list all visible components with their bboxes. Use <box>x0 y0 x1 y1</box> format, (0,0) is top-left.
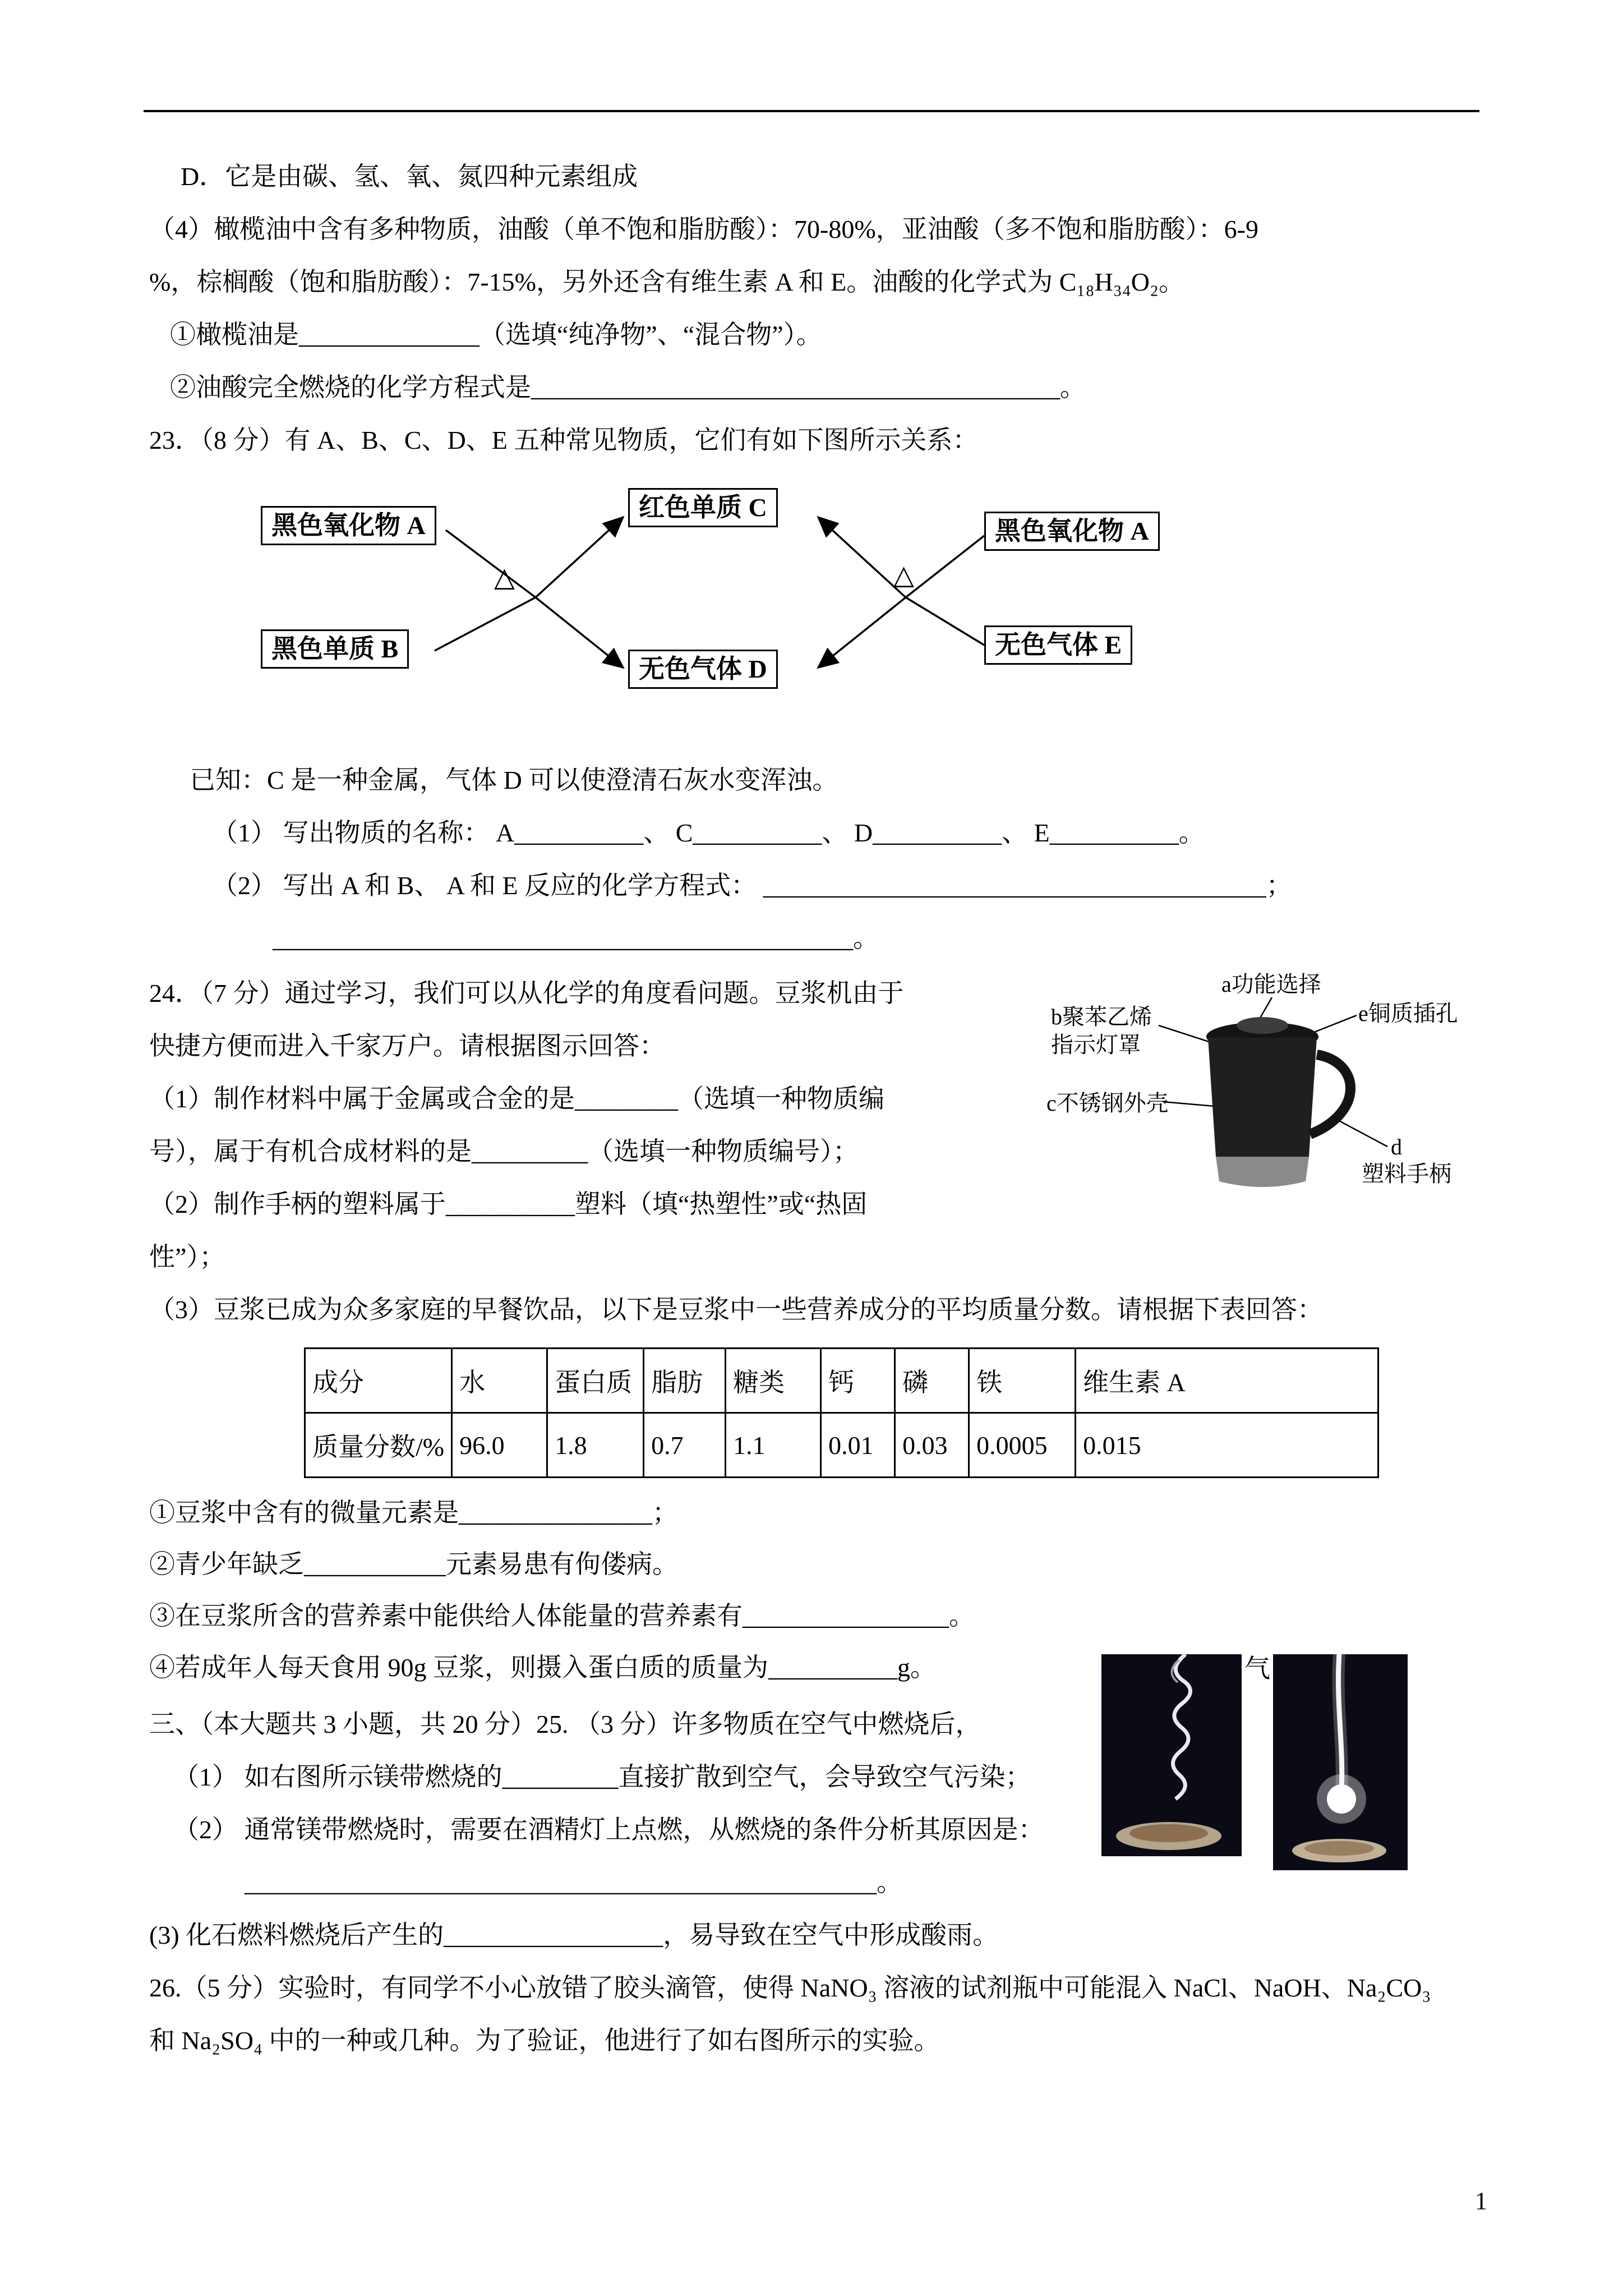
diagram-box-colorless-gas-e: 无色气体 E <box>984 625 1132 665</box>
machine-label-c: c不锈钢外壳 <box>1046 1091 1169 1116</box>
q25-sub3: (3) 化石燃料燃烧后产生的_________________，易导致在空气中形成酸雨。 <box>149 1921 999 1949</box>
diagram-box-black-element-b: 黑色单质 B <box>261 629 409 669</box>
q25-intro: 三、（本大题共 3 小题，共 20 分）25. （3 分）许多物质在空气中燃烧后， <box>149 1710 981 1738</box>
q23-relationship-diagram <box>261 482 1495 746</box>
table-cell: 1.1 <box>726 1413 821 1478</box>
page-content <box>149 150 1491 2067</box>
q24-sub1-line2: 号），属于有机合成材料的是_________（选填一种物质编号）； <box>149 1137 859 1166</box>
page-number: 1 <box>1475 2187 1487 2215</box>
q24-item-2: ②青少年缺乏___________元素易患有佝偻病。 <box>149 1550 678 1579</box>
q25-sub1: （1） 如右图所示镁带燃烧的_________直接扩散到空气，会导致空气污染； <box>173 1763 1031 1791</box>
machine-label-d-text: 塑料手柄 <box>1362 1161 1451 1186</box>
q24-sub1-line1: （1）制作材料中属于金属或合金的是________（选填一种物质编 <box>149 1084 884 1113</box>
q24-sub2-line2: 性”）； <box>149 1243 225 1271</box>
diagram-box-colorless-gas-d: 无色气体 D <box>628 650 778 689</box>
table-header-cell: 糖类 <box>726 1349 821 1413</box>
q23-diagram-arrows <box>261 482 1495 746</box>
q24-text-column <box>149 967 1041 1283</box>
header-rule <box>144 110 1479 112</box>
table-header-cell: 铁 <box>969 1349 1076 1413</box>
table-value-row <box>305 1413 1378 1478</box>
table-cell: 1.8 <box>547 1413 644 1478</box>
table-header-cell: 脂肪 <box>644 1349 726 1413</box>
diagram-box-black-oxide-a-right: 黑色氧化物 A <box>984 512 1160 551</box>
q24-item-4: ④若成年人每天食用 90g 豆浆，则摄入蛋白质的质量为__________g。 <box>149 1653 936 1682</box>
q24-sub2-line1: （2）制作手柄的塑料属于__________塑料（填“热塑性”或“热固 <box>149 1190 868 1218</box>
q25-sub2-blank: _________________________________________________。 <box>245 1868 902 1897</box>
q24-item-1: ①豆浆中含有的微量元素是_______________； <box>149 1498 678 1527</box>
machine-label-a: a功能选择 <box>1221 972 1321 997</box>
q23-sub2: （2） 写出 A 和 B、 A 和 E 反应的化学方程式： _______________________________________； <box>212 871 1292 900</box>
q22-blank-2: ②油酸完全燃烧的化学方程式是_________________________________________。 <box>170 373 1086 402</box>
q26-line1: 26.（5 分）实验时，有同学不小心放错了胶头滴管，使得 NaNO₃ 溶液的试剂瓶中可能混入 NaCl、NaOH、Na₂CO₃ <box>149 1973 1431 2002</box>
table-header-row <box>305 1349 1378 1413</box>
q26-line2: 和 Na₂SO₄ 中的一种或几种。为了验证，他进行了如右图所示的实验。 <box>149 2026 940 2055</box>
q22-option-d: D．它是由碳、氢、氧、氮四种元素组成 <box>181 162 638 191</box>
machine-label-d: d <box>1391 1134 1402 1159</box>
table-header-cell: 钙 <box>821 1349 895 1413</box>
q24-block <box>149 967 1491 1283</box>
q22-part4-line1: （4）橄榄油中含有多种物质，油酸（单不饱和脂肪酸）：70-80%，亚油酸（多不饱和脂肪酸）：6-9 <box>149 215 1258 243</box>
table-cell: 0.7 <box>644 1413 726 1478</box>
table-header-cell: 水 <box>452 1349 547 1413</box>
table-header-cell: 蛋白质 <box>547 1349 644 1413</box>
diagram-box-black-oxide-a-left: 黑色氧化物 A <box>261 506 436 545</box>
q23-intro: 23．（8 分）有 A、B、C、D、E 五种常见物质，它们有如下图所示关系： <box>149 426 979 454</box>
magnesium-burning-photos <box>1101 1654 1408 1870</box>
q24-item-3: ③在豆浆所含的营养素中能供给人体能量的营养素有________________。 <box>149 1602 975 1630</box>
table-cell: 0.03 <box>895 1413 969 1478</box>
q24-intro-line2: 快捷方便而进入千家万户。请根据图示回答： <box>149 1032 665 1060</box>
q23-sub1: （1） 写出物质的名称： A__________、 C__________、 D__________、 E__________。 <box>212 818 1205 847</box>
q22-blank-1: ①橄榄油是______________（选填“纯净物”、“混合物”）。 <box>170 320 822 349</box>
q23-known-facts: 已知：C 是一种金属，气体 D 可以使澄清石灰水变浑浊。 <box>190 766 838 794</box>
q23-sub2-continuation: _____________________________________________。 <box>273 924 879 953</box>
q25-sub2: （2） 通常镁带燃烧时，需要在酒精灯上点燃，从燃烧的条件分析其原因是： <box>173 1815 1044 1844</box>
table-header-cell: 磷 <box>895 1349 969 1413</box>
machine-label-e: e铜质插孔 <box>1358 1001 1458 1026</box>
machine-label-b-line1: b聚苯乙烯 <box>1051 1004 1152 1029</box>
q24-intro-line1: 24．（7 分）通过学习，我们可以从化学的角度看问题。豆浆机由于 <box>149 979 904 1007</box>
nutrient-table <box>304 1347 1379 1478</box>
table-cell: 96.0 <box>452 1413 547 1478</box>
table-row-label: 质量分数/% <box>305 1413 452 1478</box>
magnesium-ribbon-photo <box>1101 1654 1242 1856</box>
table-header-cell: 成分 <box>305 1349 452 1413</box>
q24-sub3: （3）豆浆已成为众多家庭的早餐饮品，以下是豆浆中一些营养成分的平均质量分数。请根据下表回答： <box>149 1295 1323 1324</box>
q22-part4-line2: %，棕榈酸（饱和脂肪酸）：7-15%，另外还含有维生素 A 和 E。油酸的化学式为 C₁₈H₃₄O₂。 <box>149 268 1185 296</box>
delta-heat-symbol-left: △ <box>494 563 515 592</box>
magnesium-flame-photo <box>1273 1654 1408 1870</box>
table-cell: 0.01 <box>821 1413 895 1478</box>
machine-label-b-line2: 指示灯罩 <box>1051 1032 1141 1057</box>
diagram-box-red-element-c: 红色单质 C <box>628 488 778 527</box>
delta-heat-symbol-right: △ <box>893 560 914 590</box>
table-header-cell: 维生素 A <box>1076 1349 1378 1413</box>
table-cell: 0.0005 <box>969 1413 1076 1478</box>
soymilk-machine-figure <box>1046 970 1490 1254</box>
table-cell: 0.015 <box>1076 1413 1378 1478</box>
q25-intro-fragment: 气 <box>1244 1654 1270 1683</box>
